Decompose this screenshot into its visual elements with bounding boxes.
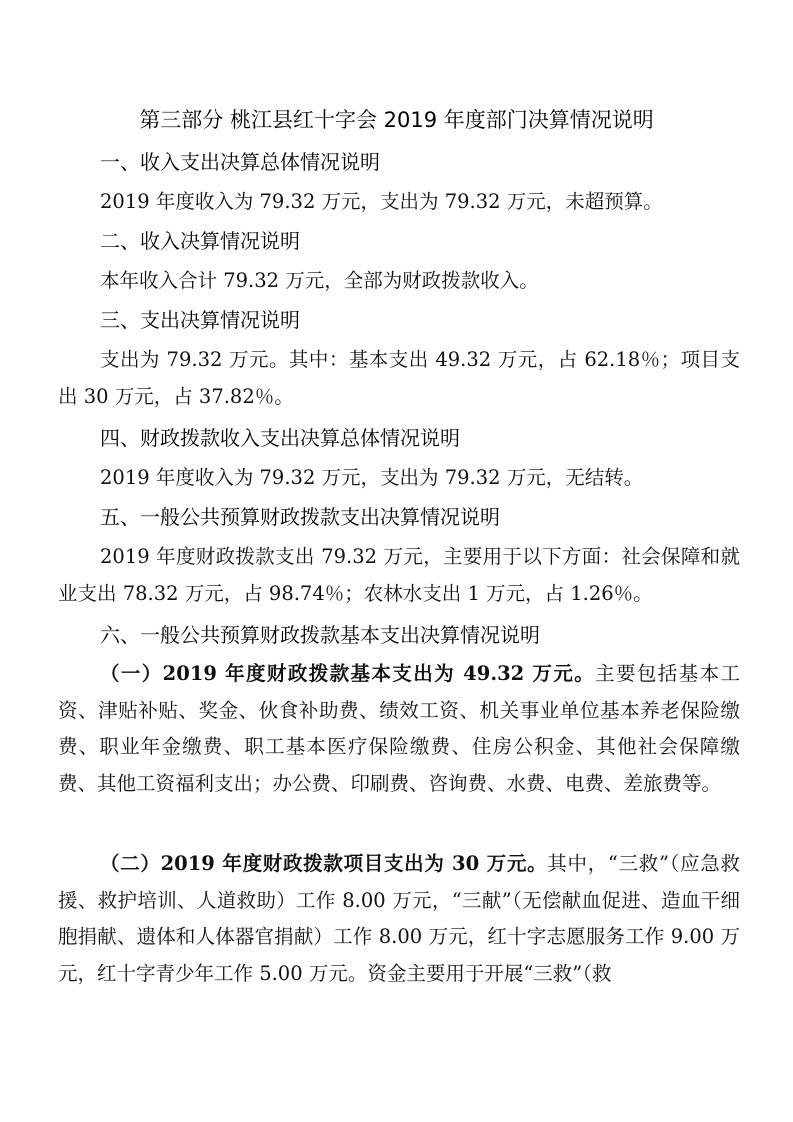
subsection-2-lead: （二）2019 年度财政拨款项目支出为 30 万元。 [100, 852, 548, 875]
section-2-heading: 二、收入决算情况说明 [100, 229, 300, 253]
section-1-text: 2019 年度收入为 79.32 万元，支出为 79.32 万元，未超预算。 [100, 190, 663, 213]
section-6-heading: 六、一般公共预算财政拨款基本支出决算情况说明 [100, 623, 540, 647]
section-2-text: 本年收入合计 79.32 万元，全部为财政拨款收入。 [100, 269, 539, 292]
section-1-heading: 一、收入支出决算总体情况说明 [100, 150, 380, 174]
section-3-text: 支出为 79.32 万元。其中：基本支出 49.32 万元，占 62.18％；项目支出 30 万元，占 37.82％。 [58, 348, 740, 408]
subsection-1-text: 主要包括基本工资、津贴补贴、奖金、伙食补助费、绩效工资、机关事业单位基本养老保险缴费、职业年金缴费、职工基本医疗保险缴费、住房公积金、其他社会保障缴费、其他工资福利支出；办公费、印刷费、咨询费、水费、电费、差旅费等。 [58, 662, 740, 795]
section-3-heading: 三、支出决算情况说明 [100, 308, 300, 332]
subsection-2-paragraph [58, 846, 740, 992]
section-5-heading: 五、一般公共预算财政拨款支出决算情况说明 [100, 505, 500, 529]
subsection-1-lead: （一）2019 年度财政拨款基本支出为 49.32 万元。 [100, 662, 596, 685]
section-4-text: 2019 年度收入为 79.32 万元，支出为 79.32 万元，无结转。 [100, 466, 644, 489]
section-4-heading: 四、财政拨款收入支出决算总体情况说明 [100, 426, 460, 450]
subsection-1-paragraph [58, 656, 740, 802]
subsection-2-text: 其中，“三救”（应急救援、救护培训、人道救助）工作 8.00 万元，“三献”（无偿献血促进、造血干细胞捐献、遗体和人体器官捐献）工作 8.00 万元，红十字志愿服务工作 9.00 万元，红十字青少年工作 5.00 万元。资金主要用于开展“三救”（救 [58, 852, 740, 985]
document-title: 第三部分 桃江县红十字会 2019 年度部门决算情况说明 [139, 108, 654, 132]
section-5-text: 2019 年度财政拨款支出 79.32 万元，主要用于以下方面：社会保障和就业支出 78.32 万元，占 98.74％；农林水支出 1 万元，占 1.26％。 [58, 545, 740, 605]
